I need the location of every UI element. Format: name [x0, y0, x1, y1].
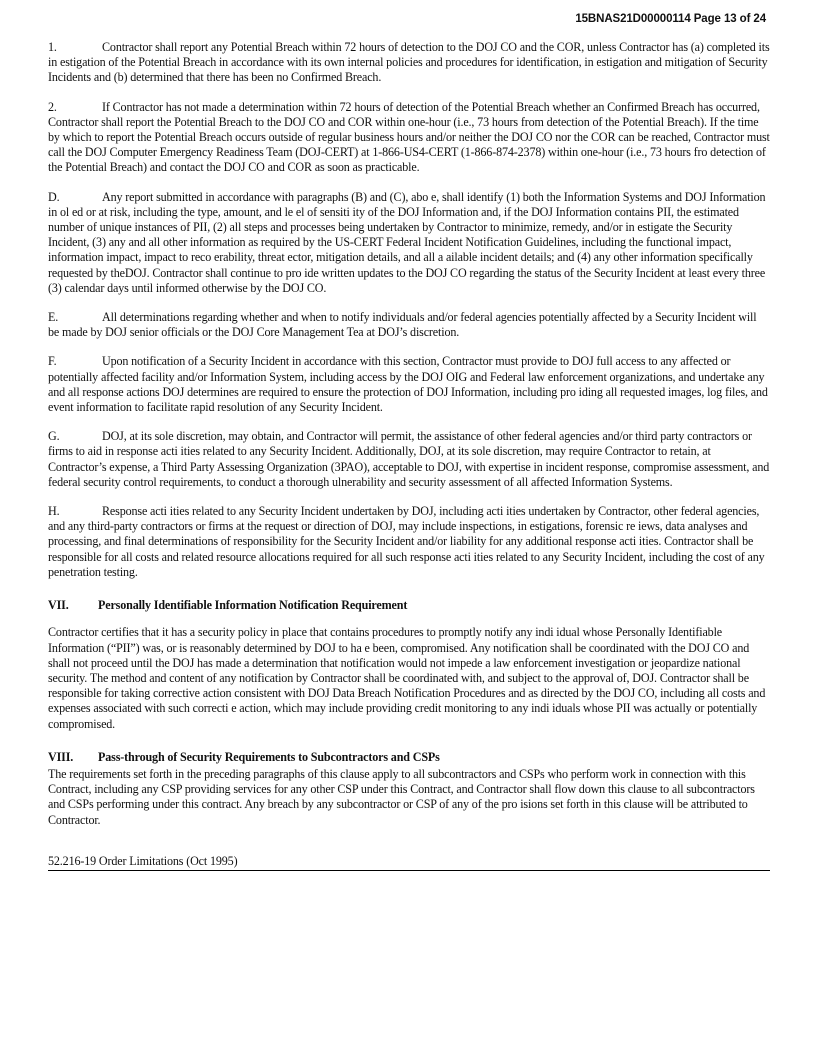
- paragraph-text: Response acti ities related to any Security Incident undertaken by DOJ, including acti ities undertaken by Contractor, other federal agencies, and any third-party contractors or firms at the request or direction of DOJ, may include inspections, in estigations, forensic re iews, data analyses and processing, and final determinations of responsibility for the Security Incident and/or liability for any additional response acti ities. Contractor shall be responsible for all costs and related resource allocations required for all such response acti ities related to any Security Incident, including the cost of any penetration testing.: [48, 504, 765, 579]
- page-current: 13: [723, 13, 737, 25]
- paragraph-text: DOJ, at its sole discretion, may obtain, and Contractor will permit, the assistance of other federal agencies and/or third party contractors or firms to aid in response acti ities related to any Security Incident. Additionally, DOJ, at its sole discretion, may require Contractor to retain, at Contractor’s expense, a Third Party Assessing Organization (3PAO), acceptable to DOJ, with expertise in incident response, compromise assessment, and federal security control requirements, to conduct a thorough ulnerability and security assessment of all affected Information Systems.: [48, 429, 770, 489]
- section-number: VIII.: [48, 749, 74, 764]
- paragraph-label: G.: [48, 429, 60, 444]
- paragraph-text: If Contractor has not made a determination within 72 hours of detection of the Potential Breach whether an Confirmed Breach has occurred, Contractor shall report the Potential Breach to the DOJ CO and COR within one-hour (i.e., 73 hours from detection of the Potential Breach). If the time by which to report the Potential Breach occurs outside of regular business hours and/or neither the DOJ CO nor the COR can be reached, Contractor must call the DOJ Computer Emergency Readiness Team (DOJ-CERT) at 1-866-US4-CERT (1-866-874-2378) within one-hour (i.e., 73 hours fro detection of the Potential Breach) and contact the DOJ CO and COR as soon as practicable.: [48, 99, 770, 175]
- paragraph-h: [48, 504, 770, 580]
- paragraph-d: [48, 190, 770, 296]
- paragraph-label: 2.: [48, 99, 57, 114]
- section-vii-heading: [48, 598, 770, 613]
- doc-number: 15BNAS21D00000114: [575, 13, 691, 25]
- paragraph-g: [48, 429, 770, 490]
- paragraph-1: [48, 40, 770, 86]
- paragraph-text: Any report submitted in accordance with paragraphs (B) and (C), abo e, shall identify (1) both the Information Systems and DOJ Information in ol ed or at risk, including the type, amount, and le el of sensiti ity of the DOJ Information and, if the DOJ Information contains PII, the estimated number of unique instances of PII, (2) all steps and processes being undertaken by Contractor to minimize, remedy, and/or in estigate the Security Incident, (3) any and all other information as required by the US-CERT Federal Incident Notification Guidelines, including the functional impact, information impact, impact to reco erability, threat ector, mitigation details, and all a ailable incident details; and (4) any other information specifically requested by theDOJ. Contractor shall continue to pro ide written updates to the DOJ CO regarding the status of the Security Incident at least every three (3) calendar days until informed otherwise by the DOJ CO.: [48, 189, 766, 295]
- section-viii-text: The requirements set forth in the preceding paragraphs of this clause apply to all subcontractors and CSPs who perform work in connection with this Contract, including any CSP providing services for any other CSP under this Contract, and Contractor shall flow down this clause to all subcontractors and CSPs performing under this contract. Any breach by any subcontractor or CSP of any of the pro isions set forth in this clause will be attributed to Contractor.: [48, 766, 755, 827]
- paragraph-label: H.: [48, 504, 60, 519]
- paragraph-text: Upon notification of a Security Incident in accordance with this section, Contractor must provide to DOJ full access to any affected or potentially affected facility and/or Information System, including access by the DOJ OIG and Federal law enforcement organizations, and undertake any and all response actions DOJ determines are required to ensure the protection of DOJ Information, including pro iding all requested images, log files, and event information to facilitate rapid resolution of any Security Incident.: [48, 354, 768, 415]
- clause-heading: 52.216-19 Order Limitations (Oct 1995): [48, 854, 770, 871]
- paragraph-label: E.: [48, 310, 59, 325]
- section-title: Personally Identifiable Information Notification Requirement: [98, 598, 408, 613]
- paragraph-f: [48, 354, 770, 415]
- section-number: VII.: [48, 598, 69, 613]
- page-label: Page: [693, 13, 721, 25]
- paragraph-label: D.: [48, 189, 60, 204]
- paragraph-2: [48, 100, 770, 176]
- paragraph-label: 1.: [48, 40, 57, 54]
- page-total: 24: [753, 13, 766, 25]
- page-of: of: [739, 13, 751, 25]
- paragraph-label: F.: [48, 354, 57, 369]
- paragraph-e: [48, 310, 770, 340]
- section-viii-heading: [48, 750, 770, 765]
- section-vii-text: Contractor certifies that it has a security policy in place that contains procedures to promptly notify any indi idual whose Personally Identifiable Information (“PII”) was, or is reasonably determined by DOJ to ha e been, compromised. Any notification shall be coordinated with the DOJ CO and shall not proceed until the DOJ has made a determination that notification would not impede a law enforcement investigation or jeopardize national security. The method and content of any notification by Contractor shall be coordinated with, and subject to the approval of, DOJ. Contractor shall be responsible for taking corrective action consistent with DOJ Data Breach Notification Procedures and as directed by the DOJ CO, including all costs and expenses associated with such correcti e action, which may include providing credit monitoring to any indi iduals whose PII was actually or potentially compromised.: [48, 625, 766, 731]
- paragraph-text: All determinations regarding whether and when to notify individuals and/or federal agencies potentially affected by a Security Incident will be made by DOJ senior officials or the DOJ Core Management Tea at DOJ’s discretion.: [48, 310, 757, 340]
- document-body: [48, 40, 770, 871]
- paragraph-text: Contractor shall report any Potential Breach within 72 hours of detection to the DOJ CO and the COR, unless Contractor has (a) completed its in estigation of the Potential Breach in accordance with its own internal policies and procedures for identification, in estigation and mitigation of Security Incidents and (b) determined that there has been no Confirmed Breach.: [48, 40, 770, 85]
- section-title: Pass-through of Security Requirements to Subcontractors and CSPs: [98, 749, 440, 764]
- page-header: [575, 13, 766, 25]
